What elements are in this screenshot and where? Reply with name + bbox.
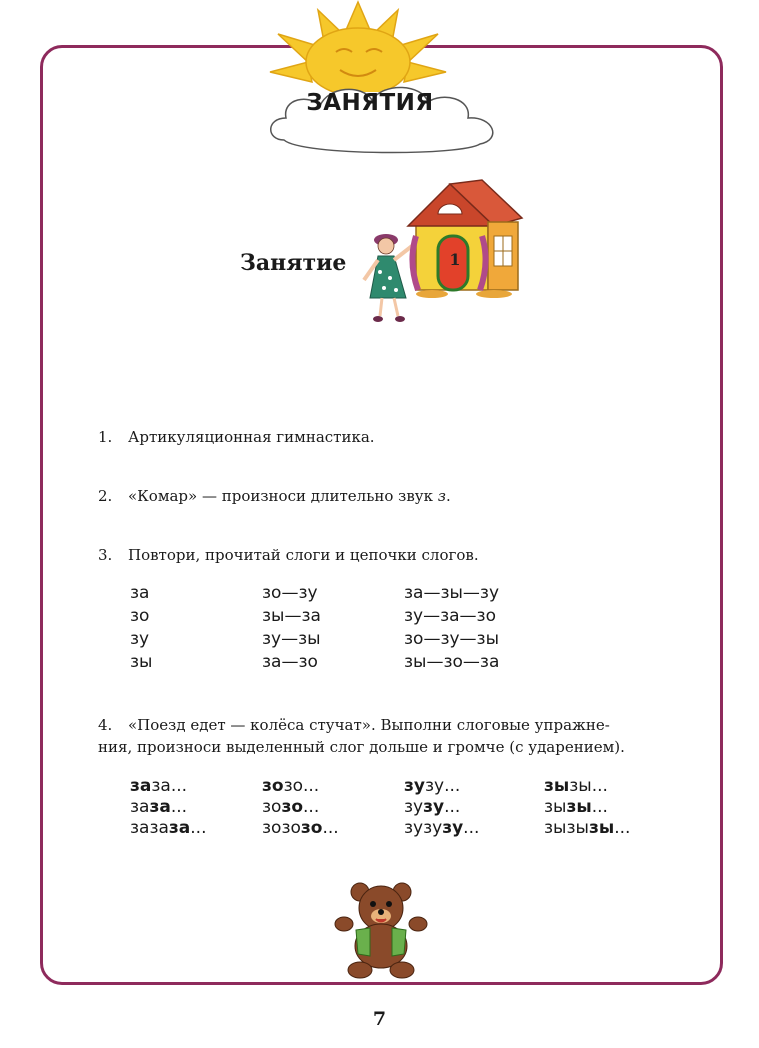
section-title: ЗАНЯТИЯ xyxy=(306,90,434,116)
stress-item: зузу... xyxy=(404,797,461,817)
syllable: зы xyxy=(130,652,153,672)
syllable: за xyxy=(130,583,150,603)
syllable-chain: за—зы—зу xyxy=(404,583,500,603)
stress-item: зозозо... xyxy=(262,818,339,838)
task-4-continued xyxy=(98,738,625,756)
task-number: 3. xyxy=(98,546,113,564)
task-text-end: . xyxy=(445,487,451,505)
task-text: Повтори, прочитай слоги и цепочки слогов. xyxy=(128,546,479,564)
task-3 xyxy=(98,546,479,564)
syllable-chain: зо—зу—зы xyxy=(404,629,500,649)
syllable-chain: зы—зо—за xyxy=(404,652,500,672)
task-1 xyxy=(98,428,375,446)
syllable-pair: зу—зы xyxy=(262,629,321,649)
stress-item: зузузу... xyxy=(404,818,480,838)
syllable: зу xyxy=(130,629,150,649)
bear-illustration xyxy=(330,880,432,980)
lesson-number: 1 xyxy=(449,250,461,269)
task-4 xyxy=(98,716,610,734)
sound-letter: з xyxy=(437,487,446,505)
task-text: «Комар» — произноси длительно звук xyxy=(128,487,434,505)
task-text-line1: «Поезд едет — колёса стучат». Выполни слоговые упражне- xyxy=(128,716,610,734)
stress-item: зызызы... xyxy=(544,818,631,838)
page-number: 7 xyxy=(372,1008,387,1030)
page-frame xyxy=(40,45,723,985)
task-number: 4. xyxy=(98,716,113,734)
task-text-line2: ния, произноси выделенный слог дольше и громче (с ударением). xyxy=(98,738,625,756)
syllable-pair: за—зо xyxy=(262,652,318,672)
stress-item: зузу... xyxy=(404,776,461,796)
stress-item: зозо... xyxy=(262,797,320,817)
house-illustration xyxy=(398,176,524,300)
task-2 xyxy=(98,487,451,505)
syllable-pair: зы—за xyxy=(262,606,321,626)
syllable-chain: зу—за—зо xyxy=(404,606,496,626)
stress-item: зозо... xyxy=(262,776,320,796)
lesson-label: Занятие xyxy=(240,250,347,276)
task-number: 1. xyxy=(98,428,113,446)
stress-item: зызы... xyxy=(544,797,608,817)
stress-item: заза... xyxy=(130,797,188,817)
task-number: 2. xyxy=(98,487,113,505)
stress-item: зызы... xyxy=(544,776,608,796)
stress-item: зазаза... xyxy=(130,818,207,838)
syllable: зо xyxy=(130,606,150,626)
stress-item: заза... xyxy=(130,776,188,796)
syllable-pair: зо—зу xyxy=(262,583,318,603)
task-text: Артикуляционная гимнастика. xyxy=(128,428,375,446)
